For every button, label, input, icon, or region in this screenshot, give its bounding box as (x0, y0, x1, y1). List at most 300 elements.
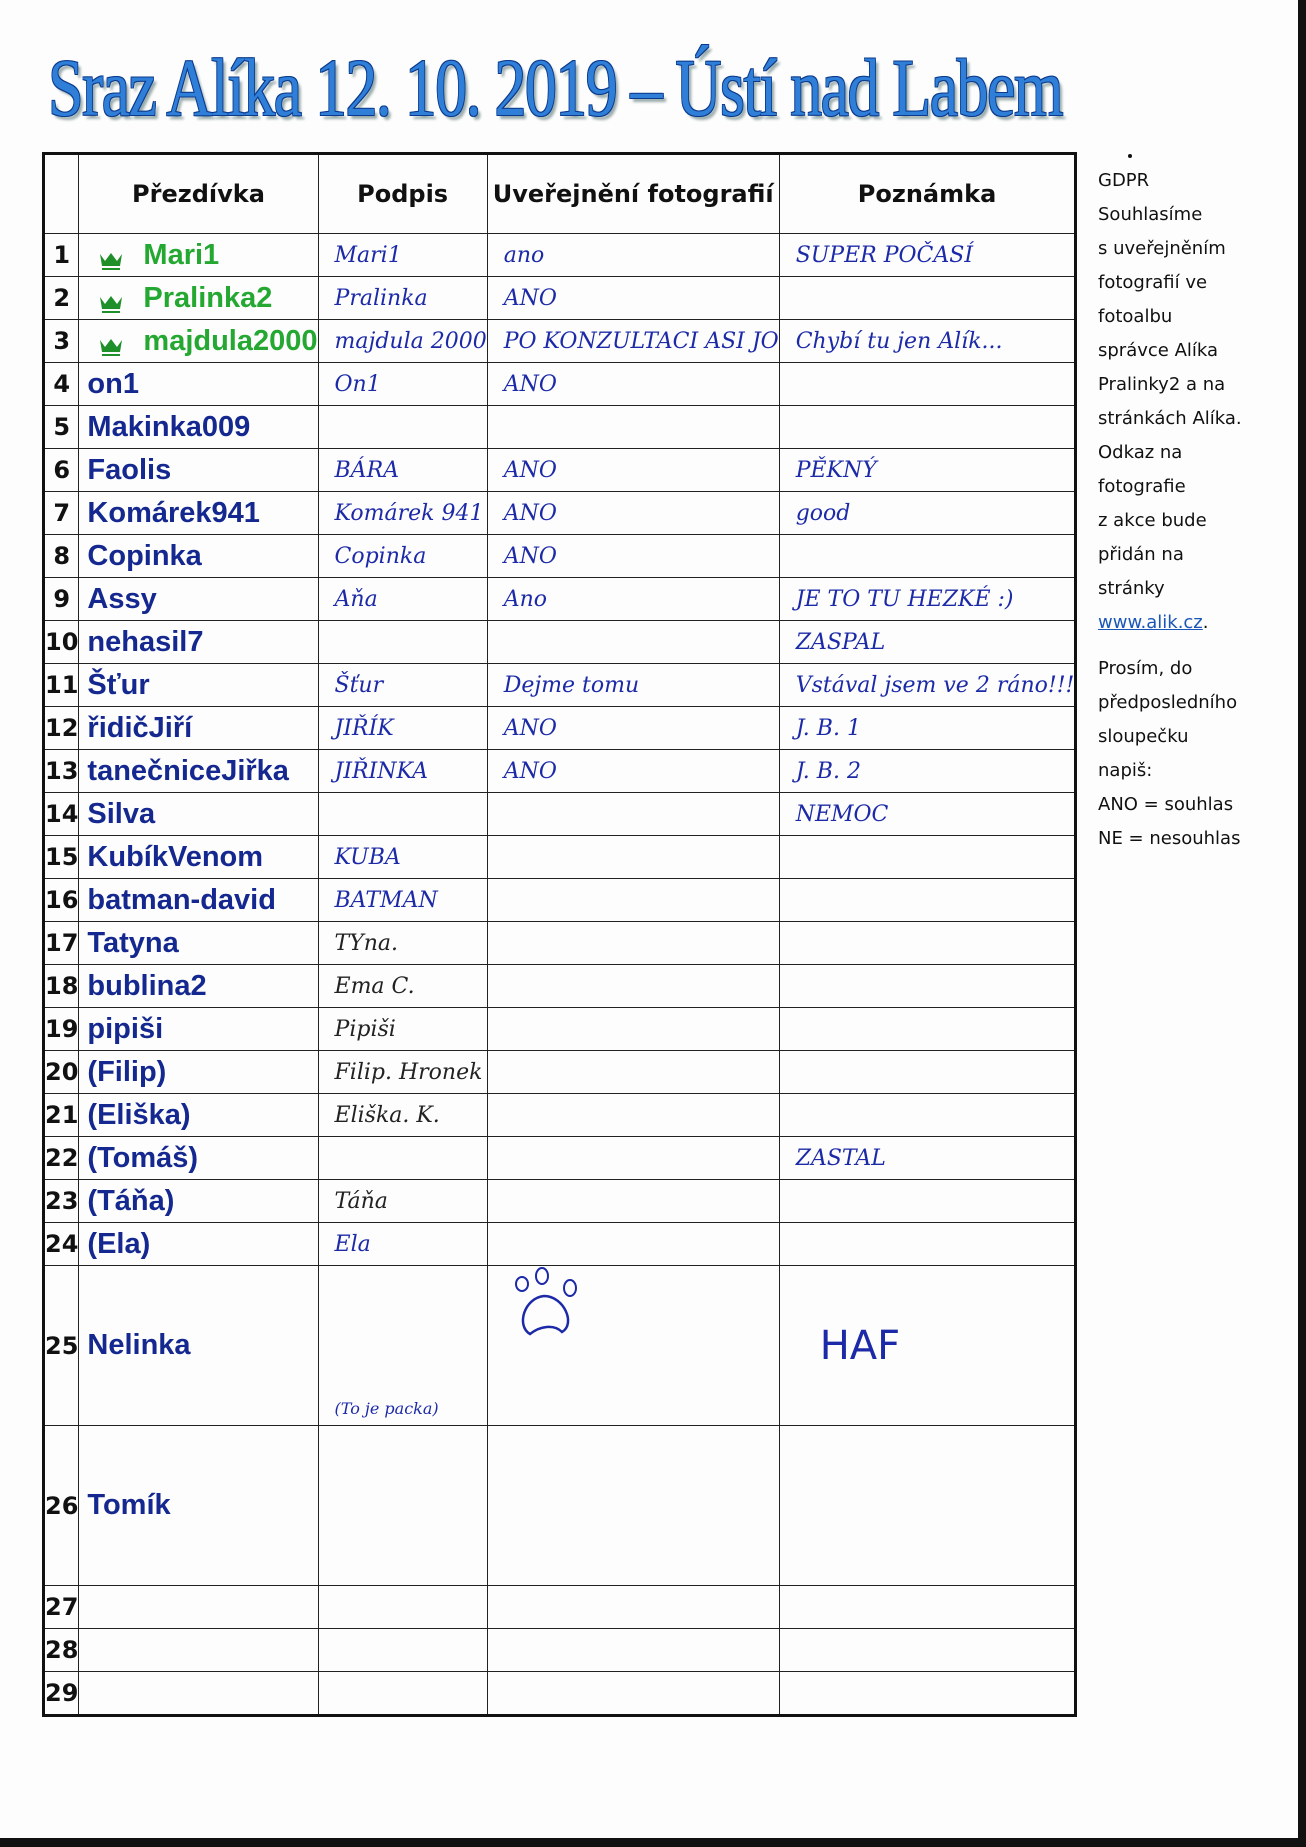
side-note-line: z akce bude (1098, 510, 1207, 531)
nickname: nehasil7 (87, 625, 204, 658)
publish-cell (487, 320, 779, 363)
note (780, 845, 796, 870)
publish-consent (488, 1103, 504, 1128)
note-cell (779, 363, 1076, 406)
publish-cell (487, 535, 779, 578)
signature: BÁRA (334, 457, 400, 483)
table-row (44, 1629, 1076, 1672)
side-note-line: stránkách Alíka. (1098, 408, 1242, 429)
signature-cell (318, 750, 487, 793)
publish-cell (487, 1137, 779, 1180)
publish-consent (488, 1232, 504, 1257)
publish-consent (488, 1638, 504, 1663)
table-row (44, 793, 1076, 836)
header-signature: Podpis (318, 154, 487, 234)
publish-consent: ANO (503, 715, 557, 741)
table-row (44, 836, 1076, 879)
nickname-cell (79, 922, 318, 965)
nickname-cell (79, 535, 318, 578)
signature-cell (318, 1223, 487, 1266)
nickname-cell (79, 363, 318, 406)
nickname-cell (79, 234, 318, 277)
signature-cell (318, 664, 487, 707)
nickname-cell (79, 965, 318, 1008)
header-photo-publication: Uveřejnění fotografií (487, 154, 779, 234)
publish-cell (487, 1008, 779, 1051)
signature (319, 1559, 335, 1578)
note-cell (779, 1672, 1076, 1716)
website-line: www.alik.cz. (1098, 612, 1209, 633)
note: ZASTAL (795, 1145, 886, 1171)
note-cell (779, 965, 1076, 1008)
table-row (44, 1137, 1076, 1180)
signature-cell (318, 1672, 487, 1716)
row-number: 7 (44, 492, 79, 535)
note-cell (779, 1137, 1076, 1180)
signature-cell (318, 234, 487, 277)
table-row (44, 1426, 1076, 1586)
side-note-line: Odkaz na (1098, 442, 1183, 463)
signature: Filip. Hronek (334, 1059, 483, 1085)
publish-cell (487, 836, 779, 879)
signature-cell (318, 578, 487, 621)
nickname-cell (79, 793, 318, 836)
nickname: Faolis (87, 453, 172, 486)
publish-cell (487, 1586, 779, 1629)
side-note-line: správce Alíka (1098, 340, 1219, 361)
signature: (To je packa) (334, 1399, 439, 1418)
table-row (44, 320, 1076, 363)
table-row (44, 492, 1076, 535)
table-row (44, 965, 1076, 1008)
publish-cell (487, 363, 779, 406)
publish-consent (488, 1595, 504, 1620)
signature: KUBA (334, 844, 401, 870)
note-cell (779, 1094, 1076, 1137)
publish-consent (488, 1060, 504, 1085)
note-cell (779, 836, 1076, 879)
signature (319, 415, 335, 440)
signature: On1 (334, 371, 381, 397)
note (780, 1060, 796, 1085)
note (780, 544, 796, 569)
row-number: 6 (44, 449, 79, 492)
nickname-cell (79, 492, 318, 535)
table-row (44, 1008, 1076, 1051)
table-row (44, 1051, 1076, 1094)
note (780, 1595, 796, 1620)
table-row (44, 922, 1076, 965)
bullet-dot (1128, 154, 1132, 158)
table-row (44, 879, 1076, 922)
publish-cell (487, 1266, 779, 1426)
note (780, 1189, 796, 1214)
publish-cell (487, 1672, 779, 1716)
row-number: 26 (44, 1426, 79, 1586)
publish-consent (488, 845, 504, 870)
note (780, 372, 796, 397)
publish-cell (487, 750, 779, 793)
crown-icon (99, 332, 123, 352)
note-cell (779, 234, 1076, 277)
note-cell (779, 664, 1076, 707)
signature-cell (318, 836, 487, 879)
nickname-cell (79, 1426, 318, 1586)
table-header-row (44, 154, 1076, 234)
row-number: 21 (44, 1094, 79, 1137)
table-row (44, 449, 1076, 492)
signature-cell (318, 793, 487, 836)
note (780, 1103, 796, 1128)
row-number: 24 (44, 1223, 79, 1266)
signature-cell (318, 1586, 487, 1629)
nickname: Assy (87, 582, 157, 615)
alik-link[interactable]: www.alik.cz (1098, 612, 1203, 633)
signature-cell (318, 1180, 487, 1223)
row-number: 10 (44, 621, 79, 664)
table-row (44, 621, 1076, 664)
signature-cell (318, 320, 487, 363)
nickname: (Tomáš) (87, 1141, 199, 1174)
signature-cell (318, 277, 487, 320)
signature: Eliška. K. (334, 1102, 440, 1128)
row-number: 19 (44, 1008, 79, 1051)
nickname: tanečniceJiřka (87, 754, 289, 787)
signature (319, 1681, 335, 1706)
table-row (44, 707, 1076, 750)
signature-cell (318, 1094, 487, 1137)
signature-cell (318, 535, 487, 578)
publish-cell (487, 621, 779, 664)
note: PĚKNÝ (795, 457, 877, 483)
nickname: KubíkVenom (87, 840, 264, 873)
signature-cell (318, 492, 487, 535)
signature-cell (318, 1426, 487, 1586)
note-cell (779, 1008, 1076, 1051)
note-cell (779, 1266, 1076, 1426)
publish-cell (487, 492, 779, 535)
note-cell (779, 406, 1076, 449)
scan-edge-right (1298, 0, 1306, 1847)
side-note-line: s uveřejněním (1098, 238, 1226, 259)
table-row (44, 664, 1076, 707)
note-cell (779, 1629, 1076, 1672)
nickname: Copinka (87, 539, 202, 572)
note (780, 415, 796, 440)
nickname: Pralinka2 (143, 281, 273, 314)
row-number: 20 (44, 1051, 79, 1094)
table-row (44, 1266, 1076, 1426)
note (780, 1232, 796, 1257)
table-row (44, 406, 1076, 449)
publish-consent (488, 1146, 504, 1171)
note-cell (779, 922, 1076, 965)
row-number: 17 (44, 922, 79, 965)
nickname-cell (79, 836, 318, 879)
row-number: 2 (44, 277, 79, 320)
publish-consent (488, 1426, 504, 1451)
nickname-cell (79, 578, 318, 621)
publish-consent: ANO (503, 758, 557, 784)
row-number: 23 (44, 1180, 79, 1223)
publish-cell (487, 1426, 779, 1586)
signature: Pipiši (334, 1016, 396, 1042)
publish-consent (488, 888, 504, 913)
signature (319, 1595, 335, 1620)
row-number: 5 (44, 406, 79, 449)
nickname: majdula2000 (143, 324, 318, 357)
signature: Mari1 (334, 242, 402, 268)
row-number: 13 (44, 750, 79, 793)
note: JE TO TU HEZKÉ :) (795, 586, 1014, 612)
nickname-cell (79, 1094, 318, 1137)
paw-print-icon (488, 1266, 779, 1351)
publish-cell (487, 1223, 779, 1266)
nickname-cell (79, 320, 318, 363)
nickname: batman-david (87, 883, 276, 916)
nickname-cell (79, 621, 318, 664)
signature-cell (318, 707, 487, 750)
note: HAF (819, 1322, 901, 1369)
note-cell (779, 1426, 1076, 1586)
publish-cell (487, 922, 779, 965)
note (780, 931, 796, 956)
signature: Šťur (334, 672, 384, 698)
row-number: 3 (44, 320, 79, 363)
publish-consent: Ano (503, 586, 548, 612)
publish-consent (488, 1681, 504, 1706)
signature-cell (318, 363, 487, 406)
publish-consent: Dejme tomu (503, 672, 640, 698)
side-note-line: Souhlasíme (1098, 204, 1203, 225)
row-number: 29 (44, 1672, 79, 1716)
note (780, 1483, 820, 1529)
signature (319, 630, 335, 655)
publish-consent (488, 1189, 504, 1214)
note-cell (779, 879, 1076, 922)
publish-cell (487, 234, 779, 277)
publish-consent (488, 415, 504, 440)
page-title: Sraz Alíka 12. 10. 2019 – Ústí nad Labem (48, 42, 1063, 133)
header-nickname: Přezdívka (79, 154, 318, 234)
signature: Ela (334, 1231, 371, 1257)
table-row (44, 363, 1076, 406)
note: Chybí tu jen Alík... (795, 328, 1003, 354)
note: Vstával jsem ve 2 ráno!!! (795, 672, 1075, 698)
note (780, 1681, 796, 1706)
nickname: Nelinka (87, 1329, 191, 1361)
signature-cell (318, 406, 487, 449)
nickname: Tatyna (87, 926, 179, 959)
publish-consent: ANO (503, 371, 557, 397)
crown-icon (99, 289, 123, 309)
signature-cell (318, 1629, 487, 1672)
nickname-cell (79, 1137, 318, 1180)
side-note-line: stránky (1098, 578, 1165, 599)
row-number: 16 (44, 879, 79, 922)
publish-cell (487, 793, 779, 836)
nickname: Silva (87, 797, 156, 830)
publish-cell (487, 1094, 779, 1137)
note: J. B. 1 (795, 715, 861, 741)
table-row (44, 535, 1076, 578)
note-cell (779, 1223, 1076, 1266)
publish-consent: ANO (503, 285, 557, 311)
instruction-line: NE = nesouhlas (1098, 828, 1241, 849)
publish-consent: ANO (503, 543, 557, 569)
nickname: (Ela) (87, 1227, 151, 1260)
side-note-line: Pralinky2 a na (1098, 374, 1226, 395)
row-number: 12 (44, 707, 79, 750)
signature: BATMAN (334, 887, 438, 913)
signature: JIŘINKA (334, 758, 428, 784)
signature-cell (318, 1051, 487, 1094)
nickname-cell (79, 406, 318, 449)
note-cell (779, 449, 1076, 492)
signature-cell (318, 621, 487, 664)
header-number (44, 154, 79, 234)
nickname-cell (79, 1672, 318, 1716)
signature-cell (318, 1008, 487, 1051)
nickname-cell (79, 449, 318, 492)
note-cell (779, 277, 1076, 320)
nickname: řidičJiří (87, 711, 193, 744)
signature: Komárek 941 (334, 500, 484, 526)
side-note-line: fotografie (1098, 476, 1186, 497)
note-cell (779, 492, 1076, 535)
publish-consent: ANO (503, 500, 557, 526)
signature-cell (318, 879, 487, 922)
instruction-line: ANO = souhlas (1098, 794, 1234, 815)
publish-consent: PO KONZULTACI ASI JO (503, 328, 779, 354)
instruction-line: sloupečku (1098, 726, 1189, 747)
nickname-cell (79, 277, 318, 320)
note (780, 974, 796, 999)
instruction-line: předposledního (1098, 692, 1238, 713)
publish-cell (487, 1180, 779, 1223)
publish-cell (487, 664, 779, 707)
publish-cell (487, 879, 779, 922)
row-number: 18 (44, 965, 79, 1008)
nickname: Komárek941 (87, 496, 260, 529)
row-number: 4 (44, 363, 79, 406)
table-row (44, 578, 1076, 621)
row-number: 22 (44, 1137, 79, 1180)
scan-edge-bottom (0, 1838, 1306, 1847)
nickname-cell (79, 750, 318, 793)
table-row (44, 1672, 1076, 1716)
table-row (44, 234, 1076, 277)
publish-consent (488, 974, 504, 999)
instruction-line: napiš: (1098, 760, 1153, 781)
note-cell (779, 1051, 1076, 1094)
nickname-cell (79, 1008, 318, 1051)
nickname-cell (79, 707, 318, 750)
note: NEMOC (795, 801, 889, 827)
nickname-cell (79, 1180, 318, 1223)
row-number: 11 (44, 664, 79, 707)
signature (319, 1638, 335, 1663)
table-row (44, 1223, 1076, 1266)
row-number: 28 (44, 1629, 79, 1672)
note: J. B. 2 (795, 758, 861, 784)
publish-consent: ANO (503, 457, 557, 483)
row-number: 1 (44, 234, 79, 277)
signature (319, 802, 335, 827)
nickname-cell (79, 879, 318, 922)
note-cell (779, 1180, 1076, 1223)
note (780, 888, 796, 913)
publish-cell (487, 1051, 779, 1094)
nickname: Šťur (87, 668, 150, 701)
header-note: Poznámka (779, 154, 1076, 234)
nickname-cell (79, 1586, 318, 1629)
row-number: 14 (44, 793, 79, 836)
publish-consent: ano (503, 242, 545, 268)
side-note-line: přidán na (1098, 544, 1184, 565)
attendance-table (42, 152, 1077, 1717)
nickname: (Filip) (87, 1055, 167, 1088)
signature-cell (318, 1137, 487, 1180)
note-cell (779, 793, 1076, 836)
note-cell (779, 320, 1076, 363)
nickname: Tomík (87, 1489, 171, 1521)
nickname-cell (79, 1223, 318, 1266)
signature (319, 1146, 335, 1171)
note-cell (779, 1586, 1076, 1629)
nickname: bublina2 (87, 969, 207, 1002)
row-number: 27 (44, 1586, 79, 1629)
signature: TYna. (334, 930, 398, 956)
side-note-line: fotoalbu (1098, 306, 1173, 327)
publish-cell (487, 707, 779, 750)
note: SUPER POČASÍ (795, 242, 974, 268)
nickname: on1 (87, 367, 139, 400)
note (780, 1017, 796, 1042)
nickname: Mari1 (143, 238, 220, 271)
crown-icon (99, 246, 123, 266)
note (780, 1638, 796, 1663)
signature: Aňa (334, 586, 378, 612)
signature-cell (318, 1266, 487, 1426)
table-row (44, 277, 1076, 320)
publish-cell (487, 277, 779, 320)
note-cell (779, 750, 1076, 793)
signature-cell (318, 965, 487, 1008)
publish-cell (487, 449, 779, 492)
publish-consent (488, 931, 504, 956)
nickname: (Eliška) (87, 1098, 191, 1131)
publish-cell (487, 406, 779, 449)
row-number: 8 (44, 535, 79, 578)
side-note-line: fotografií ve (1098, 272, 1208, 293)
table-row (44, 1180, 1076, 1223)
nickname-cell (79, 664, 318, 707)
signature: Ema C. (334, 973, 415, 999)
instruction-line: Prosím, do (1098, 658, 1193, 679)
signature-cell (318, 449, 487, 492)
publish-cell (487, 965, 779, 1008)
note: good (795, 500, 851, 526)
nickname: pipiši (87, 1012, 164, 1045)
publish-cell (487, 1629, 779, 1672)
publish-consent (488, 630, 504, 655)
publish-consent (488, 1017, 504, 1042)
signature: majdula 2000 (334, 328, 487, 354)
table-row (44, 750, 1076, 793)
row-number: 9 (44, 578, 79, 621)
side-note-line: GDPR (1098, 170, 1150, 191)
